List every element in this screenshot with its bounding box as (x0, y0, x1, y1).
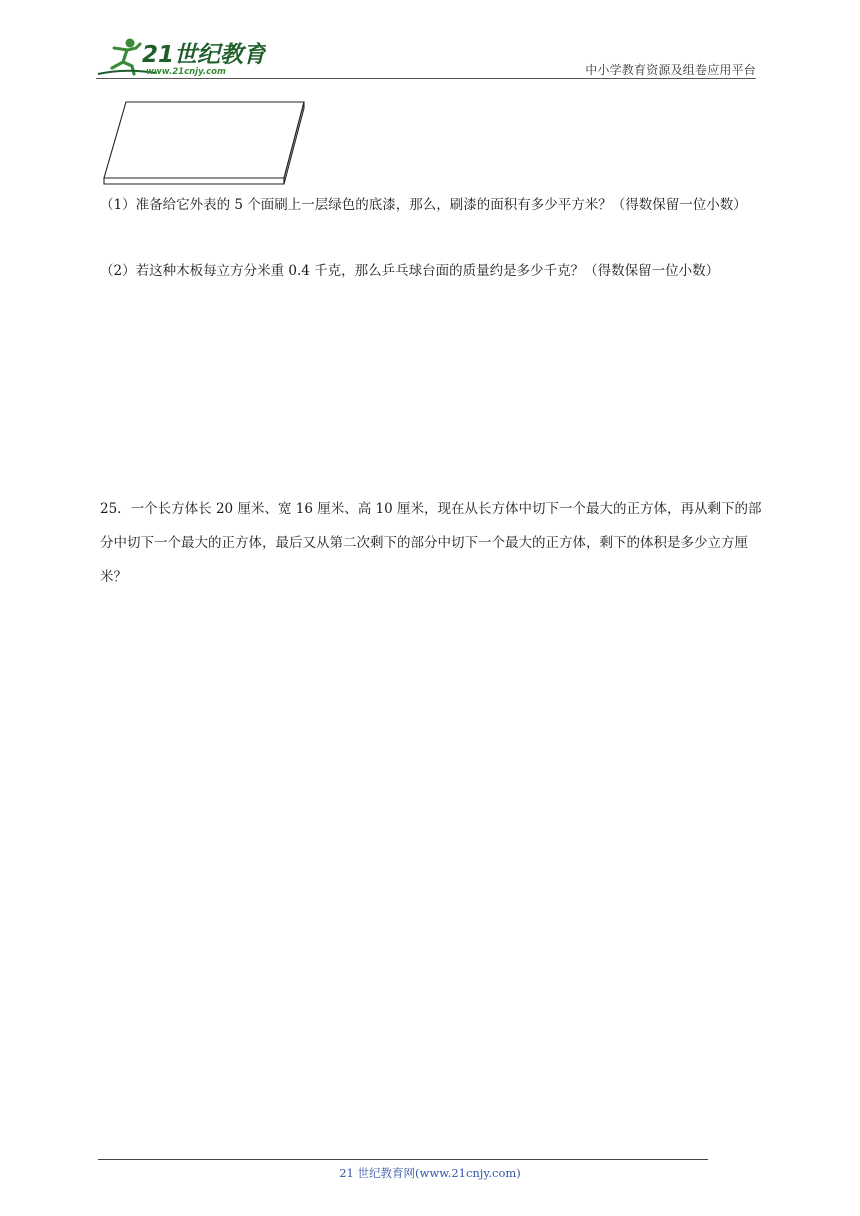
question-24-part-1: （1）准备给它外表的 5 个面刷上一层绿色的底漆，那么，刷漆的面积有多少平方米？（得数保留一位小数） (100, 197, 747, 213)
footer-text: 21 世纪教育网(www.21cnjy.com) (339, 1166, 521, 1180)
board-front-face (104, 178, 284, 184)
page-header (96, 34, 756, 80)
question-24-part-2: （2）若这种木板每立方分米重 0.4 千克，那么乒乓球台面的质量约是多少千克？（得数保留一位小数） (100, 263, 720, 279)
logo-main-text: 21世纪教育 (142, 42, 266, 68)
logo-sub-text: www.21cnjy.com (146, 67, 226, 77)
table-top-figure (100, 98, 310, 190)
header-divider (96, 78, 756, 79)
question-25: 25．一个长方体长 20 厘米、宽 16 厘米、高 10 厘米，现在从长方体中切下一个最大的正方体，再从剩下的部分中切下一个最大的正方体，最后又从第二次剩下的部分中切下一个最大的正方体，剩下的体积是多少立方厘米？ (100, 501, 762, 585)
site-logo (96, 34, 266, 80)
platform-name: 中小学教育资源及组卷应用平台 (585, 63, 756, 77)
board-side-face (284, 102, 304, 184)
board-top-face (104, 102, 304, 178)
footer-divider (98, 1159, 708, 1160)
